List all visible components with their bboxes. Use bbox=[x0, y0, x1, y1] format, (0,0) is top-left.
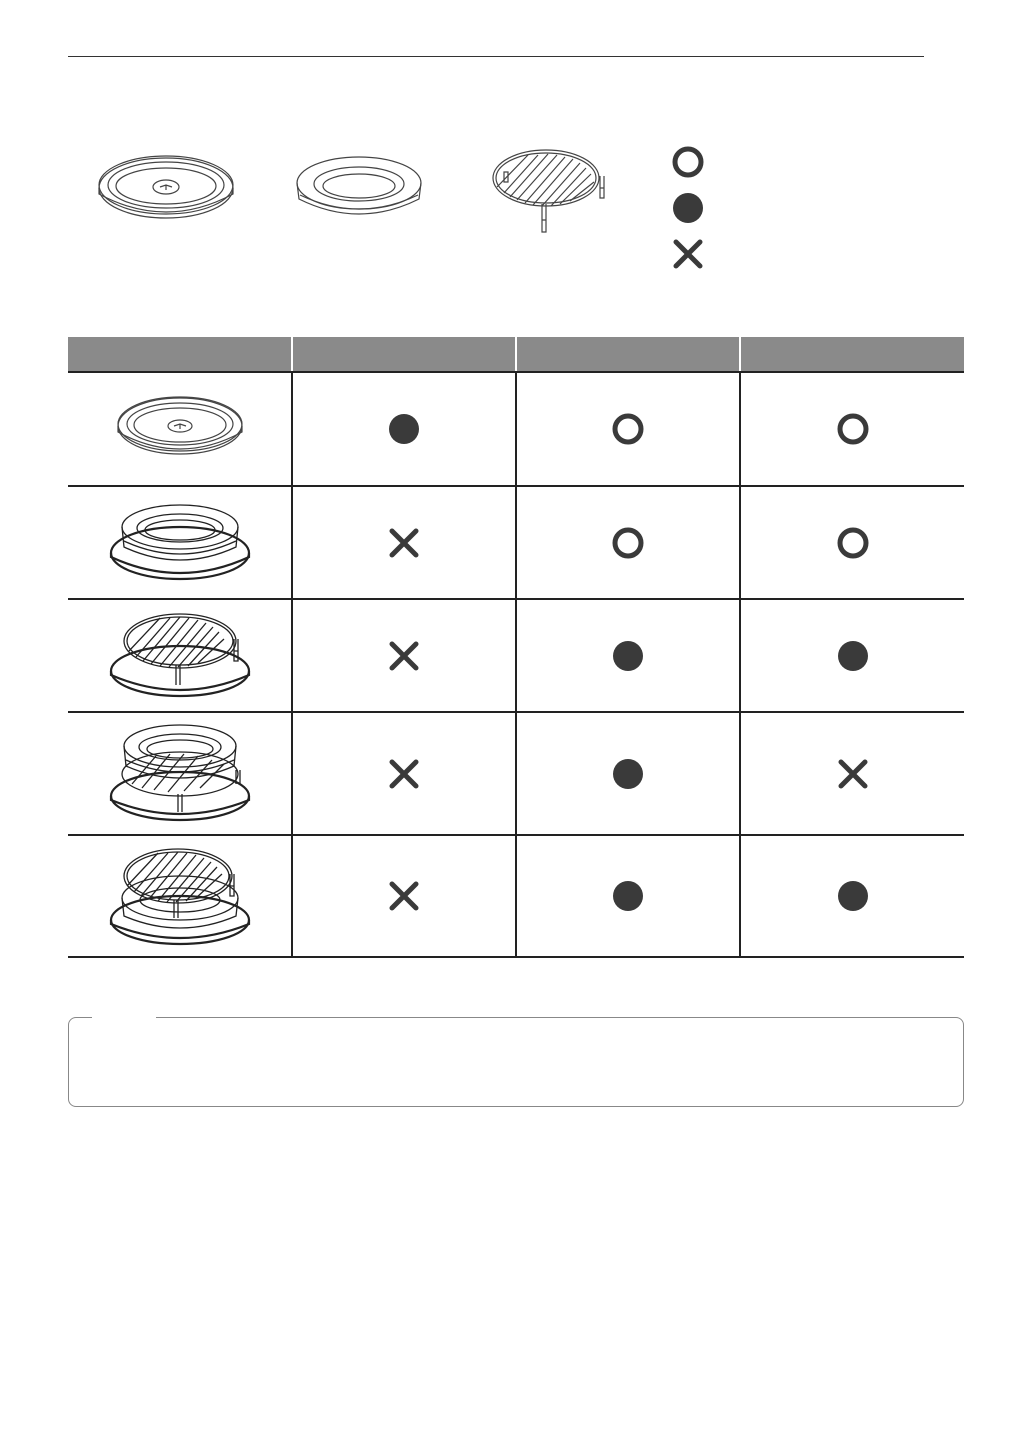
table-row bbox=[68, 835, 964, 957]
glass-tray-image bbox=[96, 150, 236, 230]
table-cell bbox=[740, 835, 964, 957]
open-circle-icon bbox=[835, 525, 871, 561]
table-row bbox=[68, 486, 964, 599]
top-rule bbox=[68, 56, 924, 57]
table-cell bbox=[292, 599, 516, 712]
table-cell bbox=[516, 372, 740, 486]
row-image-cell bbox=[68, 486, 292, 599]
crisp-tray-image bbox=[294, 153, 424, 225]
open-circle-icon bbox=[670, 144, 706, 180]
legend bbox=[670, 144, 706, 282]
filled-circle-icon bbox=[835, 878, 871, 914]
compatibility-table bbox=[68, 337, 964, 958]
header-cell-mode-1 bbox=[292, 337, 516, 372]
open-circle-icon bbox=[610, 525, 646, 561]
row-image-cell bbox=[68, 372, 292, 486]
cross-icon bbox=[386, 878, 422, 914]
table-cell bbox=[516, 835, 740, 957]
rack-on-crisp-tray-image bbox=[108, 844, 252, 948]
row-image-cell bbox=[68, 712, 292, 835]
table-cell bbox=[292, 372, 516, 486]
table-cell bbox=[740, 712, 964, 835]
table-cell bbox=[740, 486, 964, 599]
open-circle-icon bbox=[610, 411, 646, 447]
table-cell bbox=[292, 486, 516, 599]
filled-circle-icon bbox=[610, 878, 646, 914]
table-cell bbox=[516, 712, 740, 835]
cross-icon bbox=[670, 236, 706, 272]
rack-on-turntable-image bbox=[108, 611, 252, 701]
filled-circle-icon bbox=[386, 411, 422, 447]
row-image-cell bbox=[68, 599, 292, 712]
filled-circle-icon bbox=[670, 190, 706, 226]
table-cell bbox=[516, 599, 740, 712]
header-cell-accessory bbox=[68, 337, 292, 372]
table-row bbox=[68, 599, 964, 712]
table-cell bbox=[740, 599, 964, 712]
note-box bbox=[68, 1017, 964, 1107]
filled-circle-icon bbox=[835, 638, 871, 674]
filled-circle-icon bbox=[610, 638, 646, 674]
row-image-cell bbox=[68, 835, 292, 957]
table-row bbox=[68, 372, 964, 486]
filled-circle-icon bbox=[610, 756, 646, 792]
table-header-row bbox=[68, 337, 964, 372]
table-cell bbox=[516, 486, 740, 599]
table-cell bbox=[292, 712, 516, 835]
header-cell-mode-3 bbox=[740, 337, 964, 372]
note-tab bbox=[92, 1011, 156, 1023]
table-row bbox=[68, 712, 964, 835]
crisp-tray-on-rack-image bbox=[108, 722, 252, 826]
crisp-tray-on-turntable-image bbox=[108, 501, 252, 585]
cross-icon bbox=[386, 525, 422, 561]
cross-icon bbox=[386, 756, 422, 792]
cross-icon bbox=[386, 638, 422, 674]
glass-tray-image bbox=[115, 392, 245, 466]
metal-rack-image bbox=[490, 146, 614, 242]
header-cell-mode-2 bbox=[516, 337, 740, 372]
table-cell bbox=[292, 835, 516, 957]
table-cell bbox=[740, 372, 964, 486]
open-circle-icon bbox=[835, 411, 871, 447]
cross-icon bbox=[835, 756, 871, 792]
